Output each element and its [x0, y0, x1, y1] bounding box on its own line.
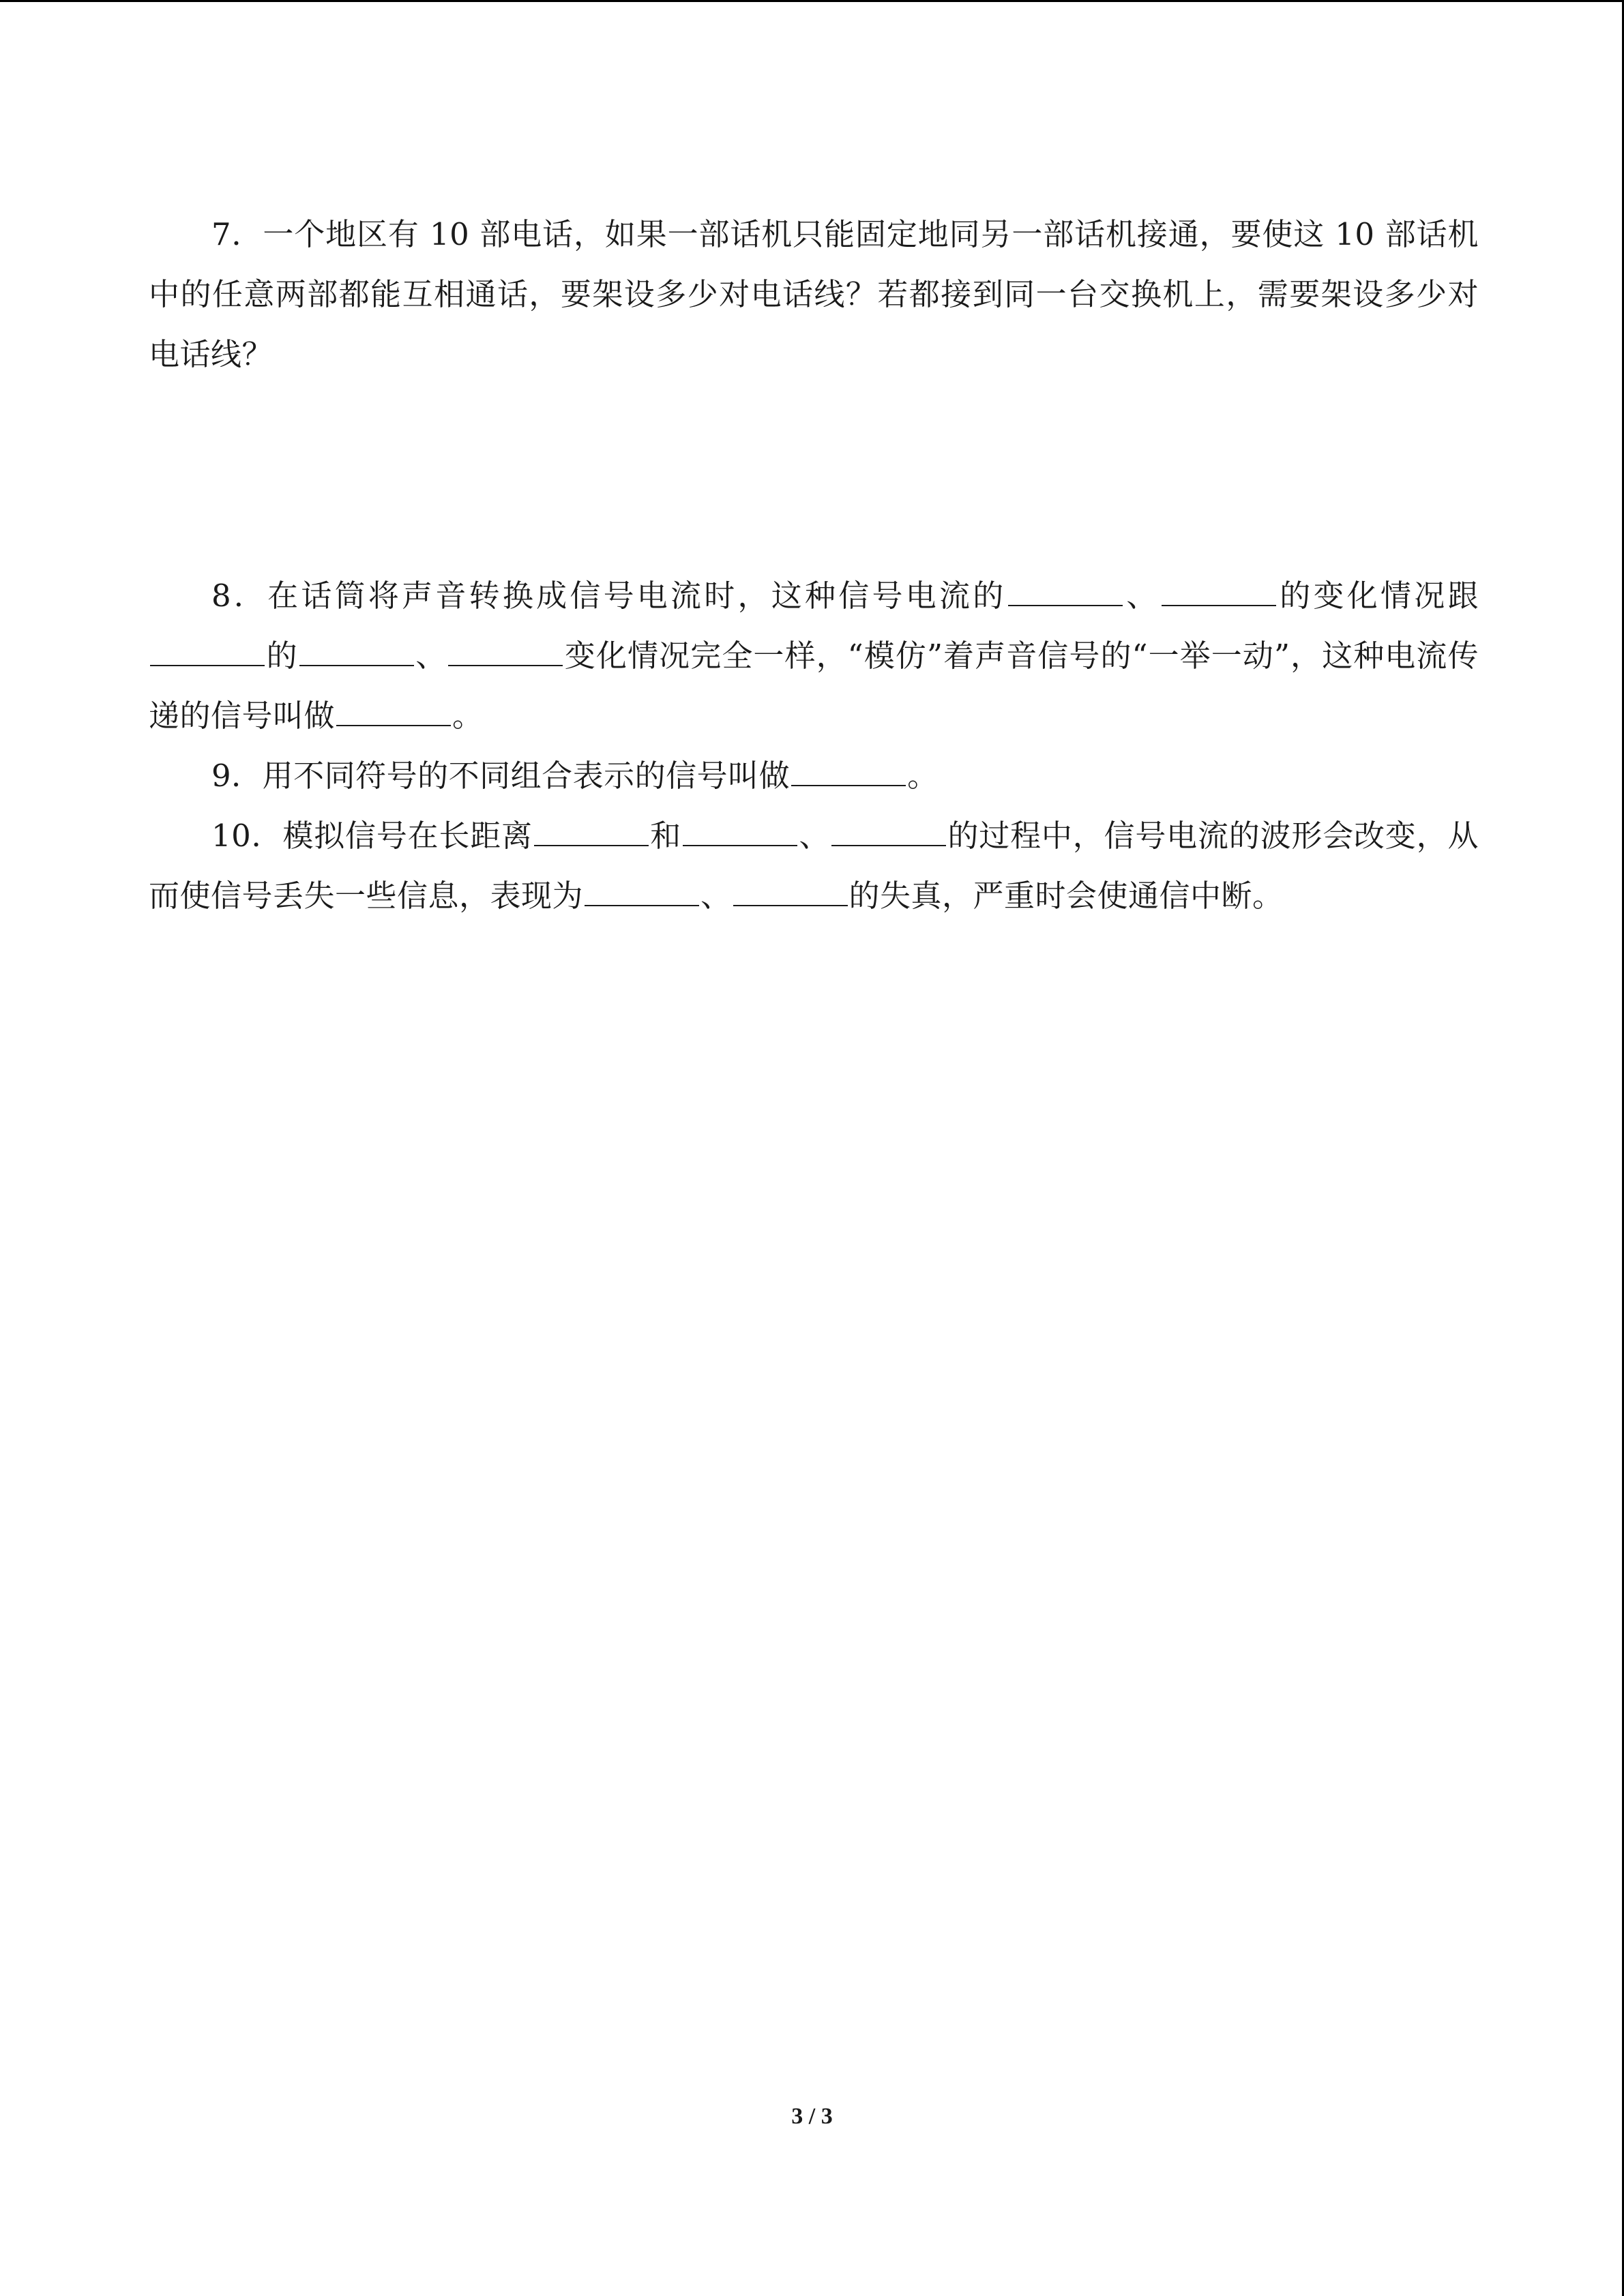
fill-blank: [791, 759, 906, 786]
fill-blank: [1008, 579, 1123, 606]
question-8: [149, 566, 1479, 746]
question-9: [149, 746, 1479, 806]
fill-blank: [448, 639, 563, 666]
q10-separator-1: 、: [799, 818, 831, 854]
q10-text-1: 10．模拟信号在长距离: [211, 818, 533, 854]
question-10: [149, 806, 1479, 926]
fill-blank: [336, 699, 451, 726]
fill-blank: [150, 639, 265, 666]
q10-text-2: 和: [649, 818, 682, 854]
question-7-text: 7．一个地区有 10 部电话，如果一部话机只能固定地同另一部话机接通，要使这 10 部话机中的任意两部都能互相通话，要架设多少对电话线？若都接到同一台交换机上，需要架设多少对电话线？: [149, 216, 1479, 372]
fill-blank: [299, 639, 414, 666]
fill-blank: [733, 879, 848, 906]
fill-blank: [831, 819, 946, 846]
document-body: [149, 205, 1479, 926]
q9-text-1: 9．用不同符号的不同组合表示的信号叫做: [211, 758, 791, 794]
answer-space-q7: [149, 385, 1479, 566]
q8-text-3: 的: [266, 638, 298, 674]
q10-separator-2: 、: [700, 878, 732, 914]
q10-text-3: 的过程中，信号电流的波形会改变，从而使信号丢失一些信息，表现为: [149, 818, 1479, 914]
fill-blank: [1162, 579, 1276, 606]
fill-blank: [534, 819, 649, 846]
q10-text-4: 的失真，严重时会使通信中断。: [848, 878, 1284, 914]
q8-separator-2: 、: [415, 638, 447, 674]
fill-blank: [585, 879, 699, 906]
q8-end: 。: [452, 698, 484, 734]
q8-text-4: 变化情况完全一样，“模仿”着声音信号的“一举一动”，这种电流传递的信号叫做: [149, 638, 1479, 734]
q9-end: 。: [907, 758, 939, 794]
page-number: 3 / 3: [791, 2104, 833, 2129]
question-7: [149, 205, 1479, 385]
q8-separator-1: 、: [1123, 578, 1160, 614]
fill-blank: [683, 819, 797, 846]
q8-text-1: 8．在话筒将声音转换成信号电流时，这种信号电流的: [211, 578, 1007, 614]
q8-text-2: 的变化情况跟: [1277, 578, 1479, 614]
